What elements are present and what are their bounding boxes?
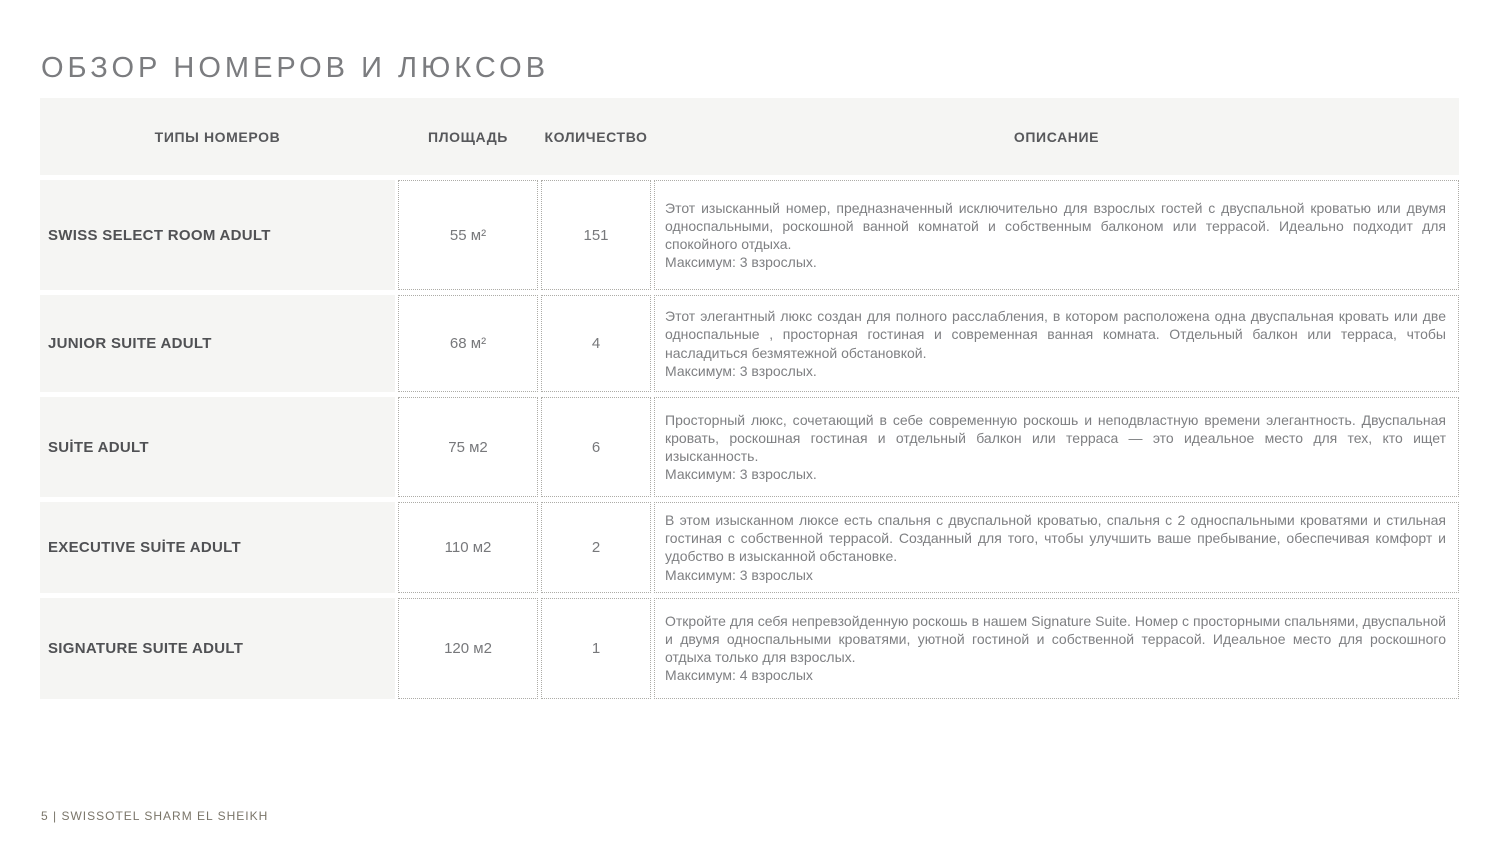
- table-row: [40, 180, 1459, 290]
- max-occupancy-text: Максимум: 4 взрослых: [665, 667, 813, 684]
- table-row: [40, 397, 1459, 497]
- table-header-row: [40, 98, 1459, 175]
- table-row: [40, 295, 1459, 392]
- quantity-cell: 151: [541, 180, 651, 290]
- room-type-cell: SIGNATURE SUITE ADULT: [40, 598, 395, 699]
- description-cell: [654, 598, 1459, 699]
- page-title: ОБЗОР НОМЕРОВ И ЛЮКСОВ: [41, 52, 550, 84]
- area-cell: 75 м2: [398, 397, 538, 497]
- rooms-table: [40, 98, 1459, 699]
- table-row: [40, 598, 1459, 699]
- description-cell: [654, 180, 1459, 290]
- col-header-room-types: ТИПЫ НОМЕРОВ: [154, 128, 281, 145]
- area-cell: 120 м2: [398, 598, 538, 699]
- col-header-quantity: КОЛИЧЕСТВО: [544, 128, 648, 145]
- max-occupancy-text: Максимум: 3 взрослых: [665, 566, 813, 583]
- room-type-cell: SWISS SELECT ROOM ADULT: [40, 180, 395, 290]
- description-text: Просторный люкс, сочетающий в себе современную роскошь и неподвластную времени элегантность. Двуспальная кровать, роскошная гостиная и отдельный балкон или терраса — это идеальное место для тех, кто ищет изысканность.: [665, 411, 1446, 464]
- description-text: В этом изысканном люксе есть спальня с двуспальной кроватью, спальня с 2 односпальными кроватями и стильная гостиная с собственной террасой. Созданный для того, чтобы улучшить ваше пребывание, обеспечивая комфорт и удобство в изысканной обстановке.: [665, 512, 1446, 565]
- max-occupancy-text: Максимум: 3 взрослых.: [665, 466, 817, 483]
- room-type-cell: EXECUTIVE SUİTE ADULT: [40, 502, 395, 593]
- table-row: [40, 502, 1459, 593]
- quantity-cell: 4: [541, 295, 651, 392]
- col-header-area: ПЛОЩАДЬ: [428, 128, 508, 145]
- description-cell: [654, 502, 1459, 593]
- room-type-cell: SUİTE ADULT: [40, 397, 395, 497]
- description-cell: [654, 397, 1459, 497]
- description-text: Этот изысканный номер, предназначенный исключительно для взрослых гостей с двуспальной кроватью или двумя односпальными, роскошной ванной комнатой и собственным балконом или террасой. Идеально подходит для спокойного отдыха.: [665, 199, 1446, 252]
- area-cell: 68 м²: [398, 295, 538, 392]
- max-occupancy-text: Максимум: 3 взрослых.: [665, 254, 817, 271]
- page-footer: 5 | SWISSOTEL SHARM EL SHEIKH: [41, 809, 269, 823]
- quantity-cell: 2: [541, 502, 651, 593]
- quantity-cell: 1: [541, 598, 651, 699]
- max-occupancy-text: Максимум: 3 взрослых.: [665, 362, 817, 379]
- description-text: Откройте для себя непревзойденную роскошь в нашем Signature Suite. Номер с просторными спальнями, двуспальной и двумя односпальными кроватями, уютной гостиной и собственной террасой. Идеальное место для роскошного отдыха только для взрослых.: [665, 612, 1446, 666]
- room-type-cell: JUNIOR SUITE ADULT: [40, 295, 395, 392]
- description-text: Этот элегантный люкс создан для полного расслабления, в котором расположена одна двуспальная кровать или две односпальные , просторная гостиная и современная ванная комната. Отдельный балкон или терраса, чтобы насладиться безмятежной обстановкой.: [665, 308, 1446, 361]
- area-cell: 55 м²: [398, 180, 538, 290]
- area-cell: 110 м2: [398, 502, 538, 593]
- col-header-description: ОПИСАНИЕ: [1013, 128, 1100, 145]
- quantity-cell: 6: [541, 397, 651, 497]
- description-cell: [654, 295, 1459, 392]
